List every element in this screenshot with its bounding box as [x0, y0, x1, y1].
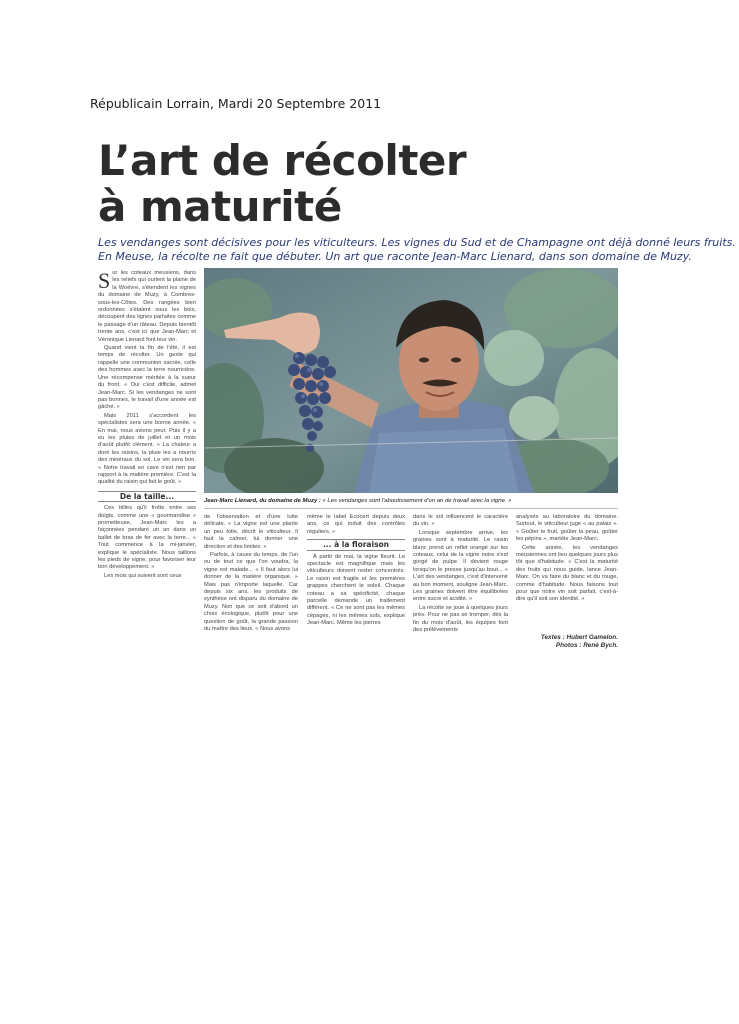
photo-caption	[204, 498, 618, 505]
caption-divider	[204, 508, 618, 509]
winemaker-photo-illustration	[204, 268, 618, 493]
article-lead	[98, 236, 736, 264]
column-1-paragraph: Mais 2011 s'accordent les spécialistes sera une bonne année. « En mai, nous avions peur. Puis il y a eu les pluies de juillet et un mois d'août plutôt clément. » La chaleur a doré les raisins, la pluie les a nourris des minéraux du sol. Le vin sera bon. « Notre travail en cave n'est rien par rapport à la matière première. C'est la qualité du raisin qui fait le goût. »	[98, 412, 196, 486]
caption-subject: Jean-Marc Lienard, du domaine de Muzy :	[204, 498, 321, 504]
newspaper-source-line: Républicain Lorrain, Mardi 20 Septembre 2011	[90, 96, 382, 111]
headline-line-2: à maturité	[98, 182, 342, 231]
credits-photographer: Photos : René Bych.	[555, 642, 618, 649]
lead-line-1: Les vendanges sont décisives pour les viticulteurs. Les vignes du Sud et de Champagne ont déjà donné leurs fruits.	[98, 236, 736, 249]
article-headline	[98, 138, 618, 230]
column-3-paragraph: À partir de mai, la vigne fleurit. Le spectacle est magnifique mais les viticulteurs doivent rester concentrés. Le raisin est fragile et les premières grappes cherchent le soleil. Chaque coteau a sa spécificité, chaque parcelle demande un traitement différent. « Ce ne sont pas les mêmes cépages, ni les mêmes sols, explique Jean-Marc. Même les pierres	[307, 553, 405, 627]
column-1-paragraph: ur les coteaux meusiens, dans les reliefs qui ourlent la plaine de la Woëvre, s'étendent les vignes du domaine de Muzy, à Combres-sous-les-Côtes. Des rangées bien ordonnées s'étalent sous les bois, découpent des lignes parfaites comme le passage d'un râteau. Depuis bientôt trente ans, c'est ici que Jean-Marc et Véronique Lienard font leur vin.	[98, 270, 196, 343]
credits-text-author: Textes : Hubert Gamelon.	[540, 634, 618, 641]
column-4-paragraph: Lorsque septembre arrive, les graines sont à maturité. Le raisin blanc prend un reflet orangé sur les coteaux, celui de la vigne noire s'est gorgé de pulpe. Il devient rouge lorsqu'on le presse jusqu'au bout... « L'art des vendanges, c'est d'intervenir au bon moment, souligne Jean-Marc. Les graines doivent être équilibrées entre sucre et acidité. »	[413, 529, 508, 603]
column-4-paragraph: La récolte se joue à quelques jours près. Pour ne pas se tromper, dès la fin du mois d'août, les équipes font des prélèvements	[413, 604, 508, 634]
subheading-taille: De la taille...	[98, 491, 196, 502]
headline-line-1: L’art de récolter	[98, 136, 467, 185]
article-column-1	[98, 270, 196, 650]
lead-line-2: En Meuse, la récolte ne fait que débuter. Un art que raconte Jean-Marc Lienard, dans son domaine de Muzy.	[98, 250, 692, 263]
article-column-2	[204, 514, 298, 650]
column-1-paragraph: Quand vient la fin de l'été, il est temps de récolter. Un geste qui rappelle une communion sacrée, celle des hommes avec la terre nourricière. Une récompense méritée à la sueur du front. « Oui c'est difficile, admet Jean-Marc. Si les vendanges ne sont pas bonnes, le travail d'une année est gâché. »	[98, 345, 196, 411]
subheading-floraison: ... à la floraison	[307, 539, 405, 550]
column-2-paragraph: Parfois, à cause du temps, de l'un ou de tout ce que l'on voudra, la vigne est malade... « Il faut alors lui donner de la matière organique. » Mais pas n'importe laquelle. Car depuis six ans, les produits de synthèse ont disparu du domaine de Muzy. Non que ce soit d'abord un choix écologique, plutôt pour une question de goût, la grande passion du maître des lieux. « Nous avons	[204, 552, 298, 633]
column-5-paragraph: analysés au laboratoire du domaine. Surtout, le viticulteur juge « au palais ». « Goûter le fruit, goûter la peau, goûter les pépins », martèle Jean-Marc.	[516, 514, 618, 543]
column-1-paragraph: Les mois qui suivent sont ceux	[104, 572, 182, 579]
column-5-paragraph: Cette année, les vendanges meusiennes ont lieu quelques jours plus tôt que d'habitude. « C'est la maturité des fruits qui nous guide, lance Jean-Marc. On va faire du blanc et du rouge, comme d'habitude. Nous faisons tout pour que notre vin soit parfait, c'est-à-dire qu'il soit son identité. »	[516, 544, 618, 603]
column-2-paragraph: de l'observation et d'une lutte délicate. « La vigne est une plante un peu folle, décrit le viticulteur. Il faut la calmer, lui donner une direction et des limites. »	[204, 514, 298, 550]
article-column-5	[516, 514, 618, 630]
column-1-paragraph: Ces billes qu'il frotte entre ses doigts, comme une « gourmandise » prometteuse, Jean-Marc les a façonnées pendant un an dans un ballet de bras de fer avec la terre... « Tout commence à la mi-janvier, explique le spécialiste. Nous taillons les pieds de vigne, pour favoriser leur bon développement. »	[98, 505, 196, 571]
caption-quote: « Les vendanges sont l'aboutissement d'un an de travail avec la vigne. »	[322, 498, 512, 504]
article-credits	[510, 634, 618, 650]
article-column-3	[307, 514, 405, 650]
article-column-4	[413, 514, 508, 650]
column-3-paragraph: même le label Ecocert depuis deux ans, ce qui induit des contrôles réguliers. »	[307, 514, 405, 535]
article-photo	[204, 268, 618, 493]
drop-cap: S	[98, 270, 111, 293]
column-4-paragraph: dans le sol influencent le caractère du vin. »	[413, 514, 508, 528]
